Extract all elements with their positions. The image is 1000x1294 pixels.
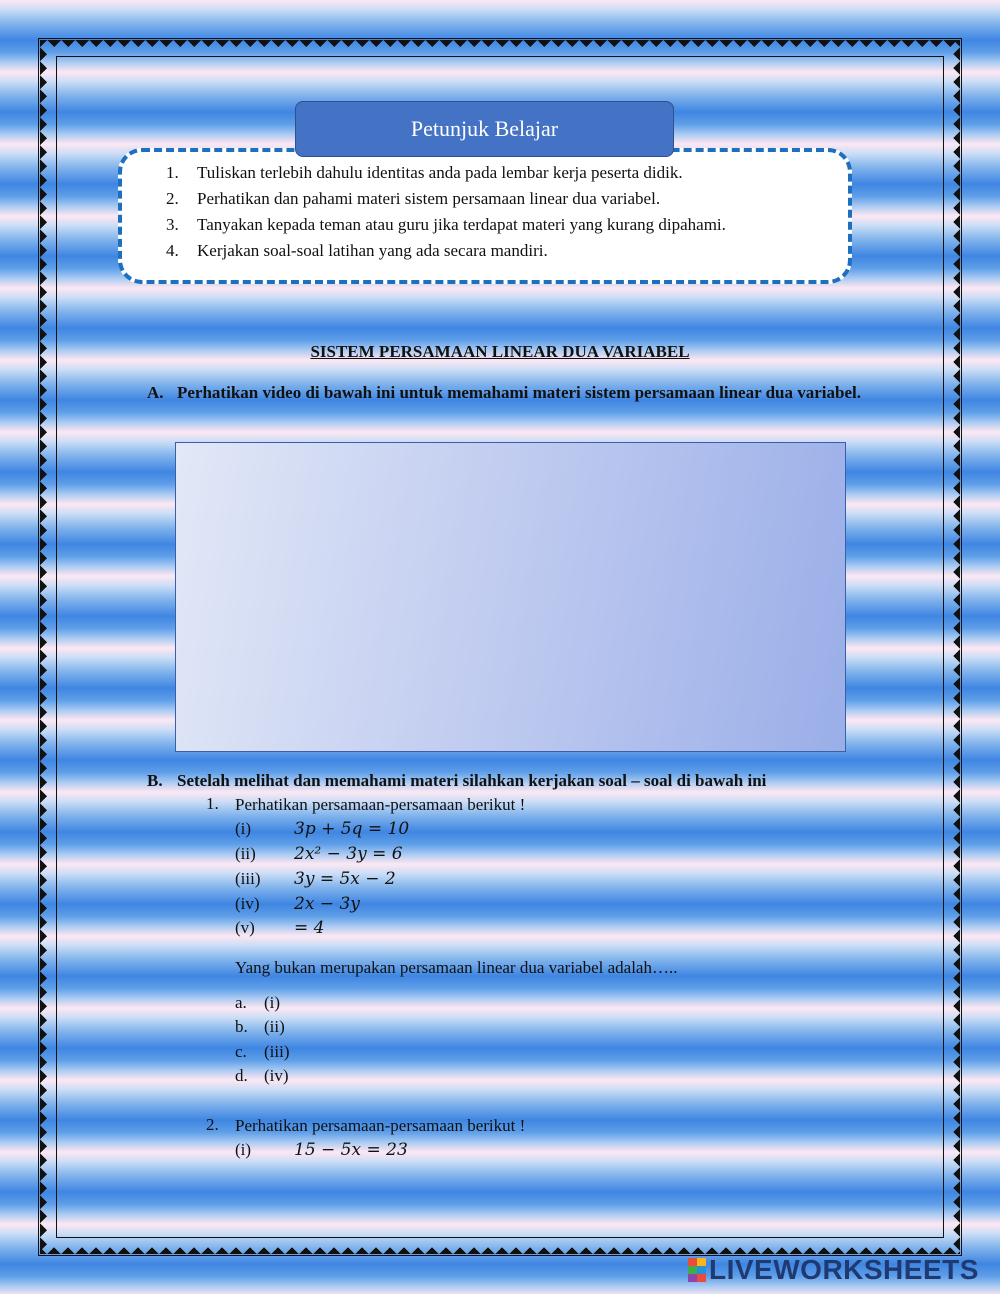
logo-mark-icon — [688, 1258, 706, 1282]
equation-label: (iii) — [235, 869, 261, 888]
petunjuk-item: 3. Tanyakan kepada teman atau guru jika terdapat materi yang kurang dipahami. — [166, 214, 726, 240]
petunjuk-item-text: Kerjakan soal-soal latihan yang ada secara mandiri. — [197, 241, 548, 260]
option-letter: b. — [235, 1017, 248, 1036]
petunjuk-item-text: Tuliskan terlebih dahulu identitas anda pada lembar kerja peserta didik. — [197, 163, 683, 182]
equation: 2x − 3y — [294, 894, 360, 914]
option-letter: a. — [235, 993, 247, 1012]
option-letter: c. — [235, 1042, 247, 1061]
equation-label: (i) — [235, 1140, 252, 1159]
question-number: 2. — [206, 1115, 219, 1134]
equation: 2x² − 3y = 6 — [294, 844, 403, 864]
answer-option[interactable]: (iii) — [264, 1042, 290, 1061]
equation: = 4 — [294, 918, 325, 938]
section-a-heading: A. Perhatikan video di bawah ini untuk memahami materi sistem persamaan linear dua variabel. — [147, 383, 861, 402]
video-player[interactable] — [175, 442, 846, 752]
petunjuk-item: 4. Kerjakan soal-soal latihan yang ada secara mandiri. — [166, 240, 726, 266]
answer-option[interactable]: (iv) — [264, 1066, 289, 1085]
page-title: SISTEM PERSAMAAN LINEAR DUA VARIABEL — [310, 342, 690, 361]
petunjuk-item: 1. Tuliskan terlebih dahulu identitas anda pada lembar kerja peserta didik. — [166, 162, 726, 188]
liveworksheets-logo — [688, 1254, 979, 1286]
equation-label: (ii) — [235, 844, 256, 863]
section-b-heading: B. Setelah melihat dan memahami materi silahkan kerjakan soal – soal di bawah ini — [147, 771, 767, 790]
equation-label: (v) — [235, 918, 255, 937]
equation: 15 − 5x = 23 — [294, 1140, 408, 1160]
question-text: Yang bukan merupakan persamaan linear dua variabel adalah….. — [235, 958, 678, 977]
equation-label: (i) — [235, 819, 252, 838]
question-number: 1. — [206, 794, 219, 813]
equation: 3p + 5q = 10 — [294, 819, 410, 839]
answer-option[interactable]: (ii) — [264, 1017, 285, 1036]
petunjuk-item-text: Tanyakan kepada teman atau guru jika terdapat materi yang kurang dipahami. — [197, 215, 726, 234]
petunjuk-item: 2. Perhatikan dan pahami materi sistem persamaan linear dua variabel. — [166, 188, 726, 214]
question-prompt: Perhatikan persamaan-persamaan berikut ! — [235, 1116, 526, 1135]
answer-option[interactable]: (i) — [264, 993, 281, 1012]
question-prompt: Perhatikan persamaan-persamaan berikut ! — [235, 795, 526, 814]
logo-text: LIVEWORKSHEETS — [709, 1254, 979, 1285]
equation: 3y = 5x − 2 — [294, 869, 396, 889]
option-letter: d. — [235, 1066, 248, 1085]
petunjuk-item-text: Perhatikan dan pahami materi sistem persamaan linear dua variabel. — [197, 189, 661, 208]
petunjuk-title: Petunjuk Belajar — [295, 101, 674, 157]
petunjuk-list — [166, 162, 726, 266]
equation-label: (iv) — [235, 894, 260, 913]
